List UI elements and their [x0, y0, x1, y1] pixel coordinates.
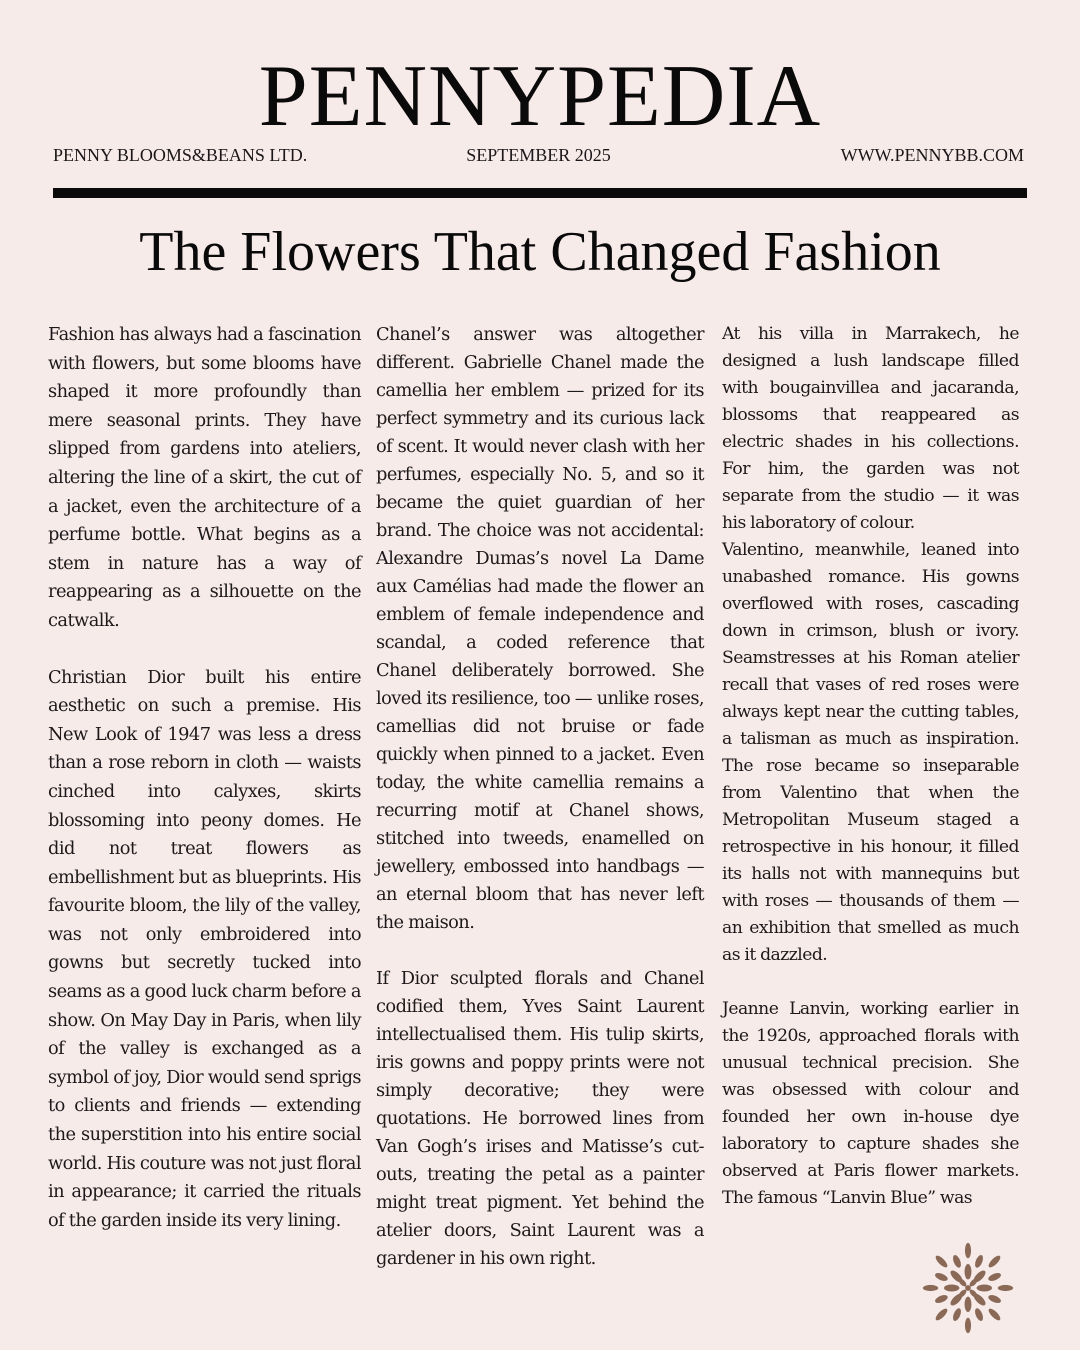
masthead-divider [53, 188, 1027, 198]
paragraph: At his villa in Marrakech, he designed a lush landscape filled with bougainvillea and jacaranda, blossoms that reappeared as electric shades in his collections. For him, the garden was not separate from the studio — it was his laboratory of colour. [722, 324, 1019, 533]
company-name: PENNY BLOOMS&BEANS LTD. [53, 145, 308, 165]
masthead-title: PENNYPEDIA [258, 48, 822, 145]
paragraph: Valentino, meanwhile, leaned into unabashed romance. His gowns overflowed with roses, cascading down in crimson, blush or ivory. Seamstresses at his Roman atelier recall that vases of red roses were always kept near the cutting tables, a talisman as much as inspiration. The rose became so inseparable from Valentino that when the Metropolitan Museum staged a retrospective in his honour, it filled its halls not with mannequins but with roses — thousands of them — an exhibition that smelled as much as it dazzled. [722, 540, 1019, 965]
paragraph: If Dior sculpted florals and Chanel codified them, Yves Saint Laurent intellectualised them. His tulip skirts, iris gowns and poppy prints were not simply decorative; they were quotations. He borrowed lines from Van Gogh’s irises and Matisse’s cut-outs, treating the petal as a painter might treat pigment. Yet behind the atelier doors, Saint Laurent was a gardener in his own right. [376, 968, 704, 1269]
article-column-3 [722, 321, 1019, 1212]
article-column-1 [48, 321, 361, 1235]
paragraph: Jeanne Lanvin, working earlier in the 1920s, approached florals with unusual technical precision. She was obsessed with colour and founded her own in-house dye laboratory to capture shades she observed at Paris flower markets. The famous “Lanvin Blue” was [722, 999, 1019, 1208]
paragraph: Chanel’s answer was altogether different. Gabrielle Chanel made the camellia her emblem — prized for its perfect symmetry and its curious lack of scent. It would never clash with her perfumes, especially No. 5, and so it became the quiet guardian of her brand. The choice was not accidental: Alexandre Dumas’s novel La Dame aux Camélias had made the flower an emblem of female independence and scandal, a coded reference that Chanel deliberately borrowed. She loved its resilience, too — unlike roses, camellias did not bruise or fade quickly when pinned to a jacket. Even today, the white camellia remains a recurring motif at Chanel shows, stitched into tweeds, enamelled on jewellery, embossed into handbags — an eternal bloom that has never left the maison. [376, 324, 704, 933]
issue-date: SEPTEMBER 2025 [466, 145, 611, 165]
floral-logo-icon [920, 1240, 1016, 1336]
paragraph: Fashion has always had a fascination with flowers, but some blooms have shaped it more profoundly than mere seasonal prints. They have slipped from gardens into ateliers, altering the line of a skirt, the cut of a jacket, even the architecture of a perfume bottle. What begins as a stem in nature has a way of reappearing as a silhouette on the catwalk. [48, 324, 361, 631]
masthead-info-bar [53, 145, 1024, 169]
article-headline: The Flowers That Changed Fashion [139, 221, 941, 283]
website-link[interactable]: WWW.PENNYBB.COM [840, 145, 1024, 165]
article-column-2 [376, 321, 704, 1273]
paragraph: Christian Dior built his entire aesthetic on such a premise. His New Look of 1947 was less a dress than a rose reborn in cloth — waists cinched into calyxes, skirts blossoming into peony domes. He did not treat flowers as embellishment but as blueprints. His favourite bloom, the lily of the valley, was not only embroidered into gowns but secretly tucked into seams as a good luck charm before a show. On May Day in Paris, when lily of the valley is exchanged as a symbol of joy, Dior would send sprigs to clients and friends — extending the superstition into his entire social world. His couture was not just floral in appearance; it carried the rituals of the garden inside its very lining. [48, 666, 361, 1231]
